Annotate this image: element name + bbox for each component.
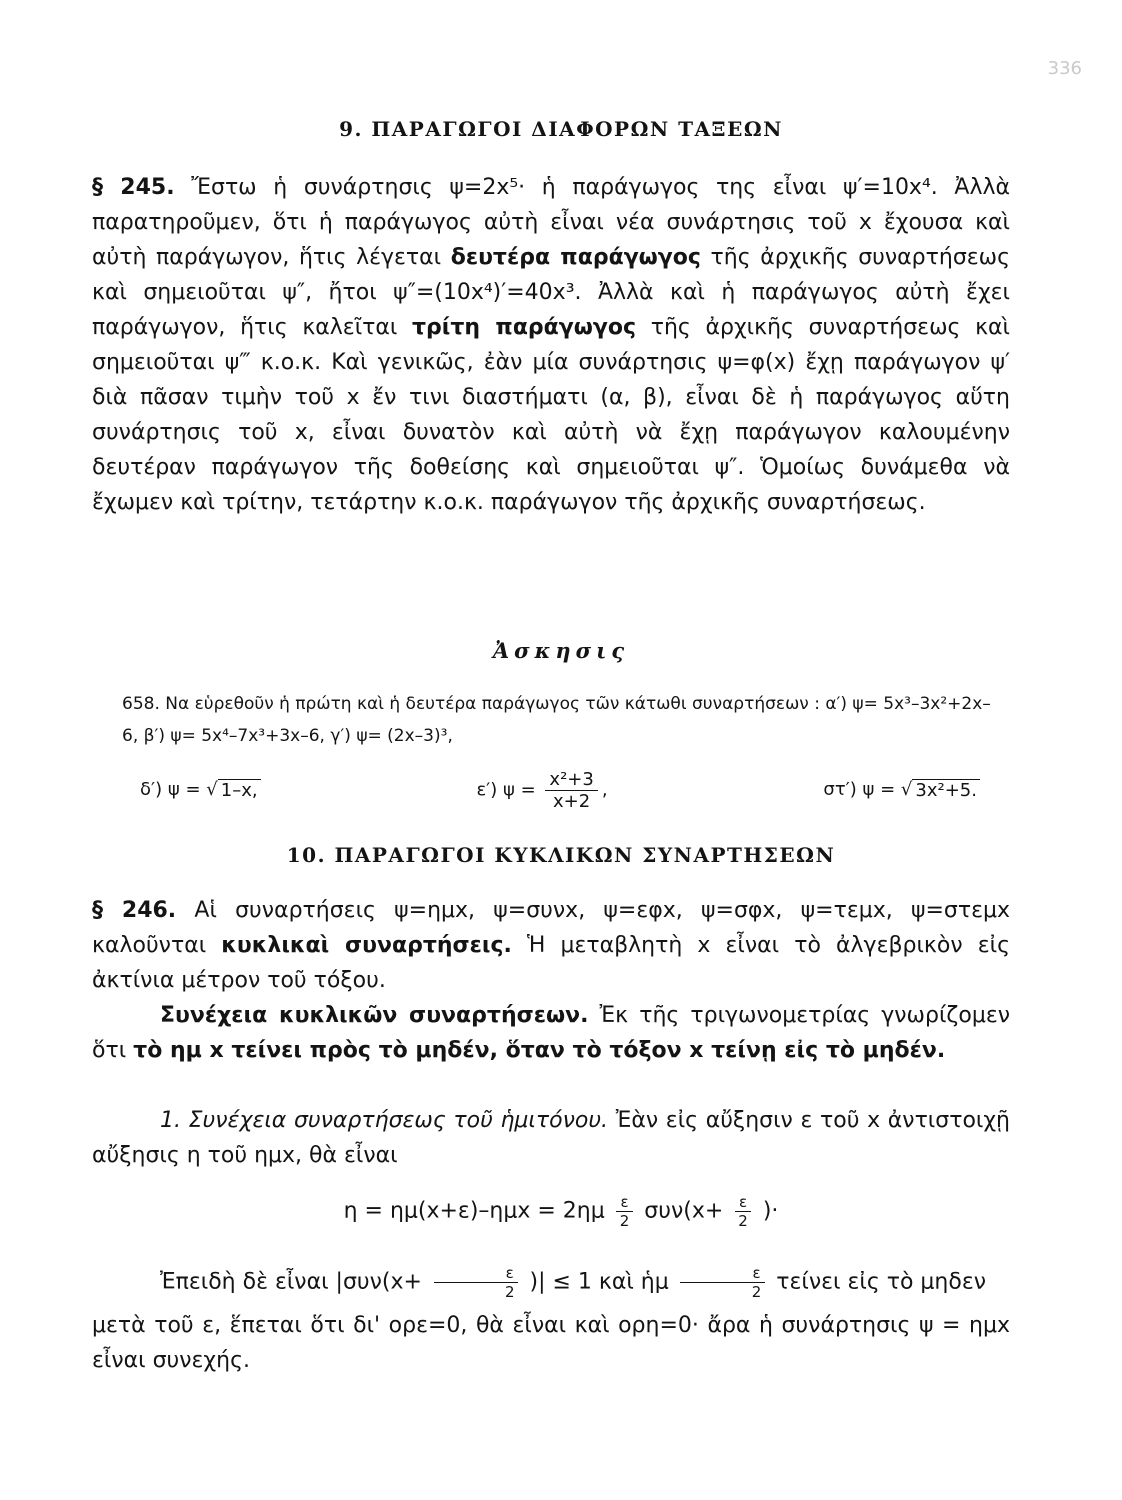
- bound-text-c: τείνει εἰς τὸ μηδεν: [776, 1269, 987, 1295]
- exercise-658: 658. Να εὑρεθοῦν ἡ πρώτη καὶ ἡ δευτέρα παράγωγος τῶν κάτωθι συναρτήσεων : α′) ψ= 5x³–3x²+2x–6, β′) ψ= 5x⁴–7x³+3x–6, γ′) ψ= (2x–3)³,: [122, 694, 991, 746]
- subheading-sine-continuity: 1. Συνέχεια συναρτήσεως τοῦ ἡμιτόνου.: [160, 1108, 609, 1133]
- denominator: 2: [619, 1212, 630, 1230]
- paragraph-245-text-1: Ἔστω ἡ συνάρτησις ψ=2x⁵· ἡ παράγωγος της εἶναι ψ′=10x⁴. Ἀλλὰ παρατηροῦμεν, ὅτι ἡ παράγωγος αὐτὴ εἶναι νέα συνάρτησις τοῦ x ἔχουσα καὶ αὐτὴ παράγωγον, ἥτις λέγεται: [92, 175, 1010, 270]
- term-third-derivative: τρίτη παράγωγος: [412, 315, 637, 340]
- denominator: 2: [751, 1283, 762, 1301]
- paragraph-246: [92, 893, 1010, 998]
- fraction-eps-half: [433, 1264, 519, 1301]
- equation-end: )·: [762, 1198, 779, 1224]
- paragraph-continuity: [92, 998, 1010, 1068]
- section-number-246: § 246.: [92, 898, 177, 923]
- numerator: ε: [735, 1193, 751, 1212]
- numerator: ε: [616, 1193, 632, 1212]
- section-heading-10: 10. ΠΑΡΑΓΩΓΟΙ ΚΥΚΛΙΚΩΝ ΣΥΝΑΡΤΗΣΕΩΝ: [286, 843, 836, 867]
- paragraph-246-text-1: Αἱ συναρτήσεις ψ=ημx, ψ=συνx, ψ=εφx, ψ=σφx, ψ=τεμx, ψ=στεμx καλοῦνται: [92, 898, 1010, 958]
- page-number: 336: [1047, 58, 1082, 79]
- paragraph-sine-continuity: [92, 1103, 1010, 1173]
- formula-st: [823, 779, 980, 801]
- sqrt-expression: √ 3x²+5.: [901, 779, 980, 801]
- paragraph-246-text-2: Ἡ μεταβλητὴ x εἶναι τὸ ἀλγεβρικὸν εἰς ἀκτίνια μέτρον τοῦ τόξου.: [92, 933, 1010, 993]
- exercise-658-formulas: [140, 760, 980, 820]
- exercises-title: Ἀσκησις: [492, 638, 630, 663]
- equation-increment: [0, 1193, 1122, 1230]
- equation-middle: συν(x+: [644, 1198, 724, 1224]
- formula-epsilon-label: ε′) ψ =: [476, 779, 536, 800]
- paragraph-245-text-2: τῆς ἀρχικῆς συναρτήσεως καὶ σημειοῦται ψ″, ἤτοι ψ″=(10x⁴)′=40x³. Ἀλλὰ καὶ ἡ παράγωγος αὐτὴ ἔχει παράγωγον, ἥτις καλεῖται: [92, 245, 1010, 340]
- formula-delta: [140, 779, 261, 801]
- formula-epsilon: [476, 769, 607, 812]
- sqrt-expression: √ 1–x,: [206, 779, 260, 801]
- fraction: [545, 769, 597, 812]
- term-circular-functions: κυκλικαὶ συναρτήσεις.: [221, 933, 512, 958]
- numerator: x²+3: [545, 769, 597, 791]
- section-number-245: § 245.: [92, 175, 175, 200]
- section-heading-9: 9. ΠΑΡΑΓΩΓΟΙ ΔΙΑΦΟΡΩΝ ΤΑΞΕΩΝ: [339, 117, 783, 141]
- denominator: 2: [504, 1283, 515, 1301]
- formula-epsilon-tail: ,: [601, 779, 608, 800]
- numerator: ε: [434, 1264, 518, 1283]
- fraction-eps-half: [734, 1193, 752, 1230]
- bound-text-a: Ἐπειδὴ δὲ εἶναι |συν(x+: [160, 1269, 422, 1295]
- bound-text-b: )| ≤ 1 καὶ ἡμ: [529, 1269, 669, 1295]
- fraction-eps-half: [616, 1193, 634, 1230]
- formula-delta-label: δ′) ψ =: [140, 779, 201, 800]
- paragraph-bound: [92, 1264, 1010, 1301]
- denominator: x+2: [553, 790, 591, 812]
- paragraph-245: [92, 170, 1010, 520]
- term-continuity: Συνέχεια κυκλικῶν συναρτήσεων.: [160, 1003, 589, 1028]
- radicand: 3x²+5.: [912, 779, 980, 801]
- equation-left: η = ημ(x+ε)–ημx = 2ημ: [343, 1198, 605, 1224]
- formula-st-label: στ′) ψ =: [823, 779, 896, 800]
- paragraph-245-text-3: τῆς ἀρχικῆς συναρτήσεως καὶ σημειοῦται ψ‴ κ.ο.κ. Καὶ γενικῶς, ἐὰν μία συνάρτησις ψ=φ(x) ἔχῃ παράγωγον ψ′ διὰ πᾶσαν τιμὴν τοῦ x ἔν τινι διαστήματι (α, β), εἶναι δὲ ἡ παράγωγος αὕτη συνάρτησις τοῦ x, εἶναι δυνατὸν καὶ αὐτὴ νὰ ἔχῃ παράγωγον καλουμένην δευτέραν παράγωγον τῆς δοθείσης καὶ σημειοῦται ψ″. Ὁμοίως δυνάμεθα νὰ ἔχωμεν καὶ τρίτην, τετάρτην κ.ο.κ. παράγωγον τῆς ἀρχικῆς συναρτήσεως.: [92, 315, 1010, 515]
- fraction-eps-half: [680, 1264, 766, 1301]
- radicand: 1–x,: [218, 779, 261, 801]
- denominator: 2: [738, 1212, 748, 1230]
- term-second-derivative: δευτέρα παράγωγος: [450, 245, 701, 270]
- theorem-sine-limit: τὸ ημ x τείνει πρὸς τὸ μηδέν, ὅταν τὸ τόξον x τείνῃ εἰς τὸ μηδέν.: [133, 1038, 946, 1063]
- numerator: ε: [680, 1264, 764, 1283]
- paragraph-continuity-text: Ἐκ τῆς τριγωνομετρίας γνωρίζομεν ὅτι: [92, 1003, 1010, 1063]
- paragraph-conclusion: μετὰ τοῦ ε, ἕπεται ὅτι δι' ορε=0, θὰ εἶναι καὶ ορη=0· ἄρα ἡ συνάρτησις ψ = ημx εἶναι συνεχής.: [92, 1313, 1010, 1373]
- paragraph-sine-text: Ἐὰν εἰς αὔξησιν ε τοῦ x ἀντιστοιχῇ αὔξησις η τοῦ ημx, θὰ εἶναι: [92, 1108, 1010, 1168]
